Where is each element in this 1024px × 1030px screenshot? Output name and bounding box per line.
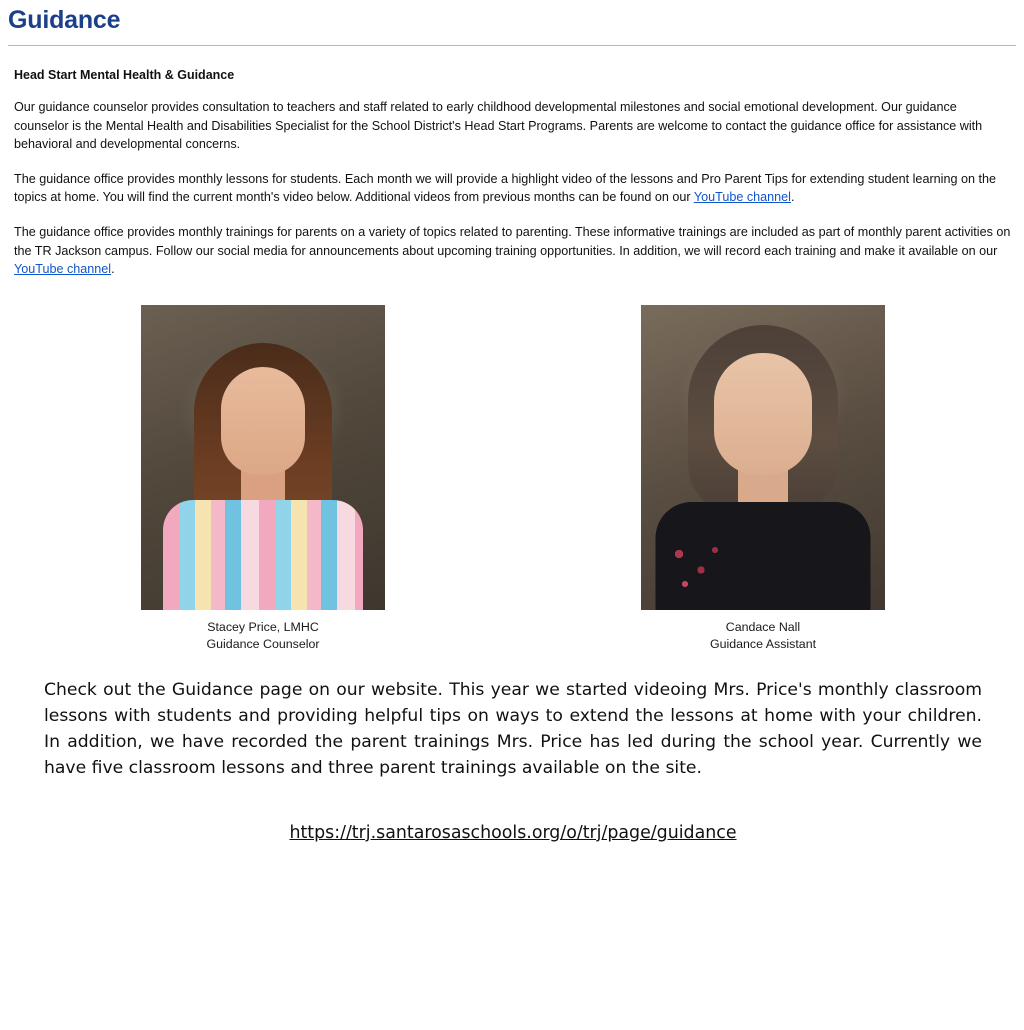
portrait-detail-shirt xyxy=(163,500,363,610)
staff-role: Guidance Assistant xyxy=(709,636,817,651)
staff-caption xyxy=(141,619,385,653)
paragraph-1: Our guidance counselor provides consultation to teachers and staff related to early childhood developmental milestones and social emotional development. Our guidance counselor is the Mental Health and Disabilities Specialist for the School District's Head Start Programs. Parents are welcome to contact the guidance office for assistance with behavioral and developmental concerns. xyxy=(14,100,983,152)
portrait-stacey-price-image xyxy=(141,305,385,610)
staff-role: Guidance Counselor xyxy=(206,636,320,651)
paragraph-2 xyxy=(14,170,1012,207)
document-content xyxy=(0,68,1024,843)
staff-name: Stacey Price, LMHC xyxy=(207,619,319,634)
paragraph-3-text-before: The guidance office provides monthly trainings for parents on a variety of topics related to parenting. These informative trainings are included as part of monthly parent activities on the TR Jackson campus. Follow our social media for announcements about upcoming training opportunities. In addition, we will record each training and make it available on our xyxy=(14,224,1011,258)
paragraph-3 xyxy=(14,223,1012,279)
staff-card xyxy=(141,305,385,653)
portrait-candace-nall-image xyxy=(641,305,885,610)
staff-caption xyxy=(641,619,885,653)
highlight-paragraph: Check out the Guidance page on our website. This year we started videoing Mrs. Price's monthly classroom lessons with students and providing helpful tips on ways to extend the lessons at home with your children. In addition, we have recorded the parent trainings Mrs. Price has led during the school year. Currently we have five classroom lessons and three parent trainings available on the site. xyxy=(44,679,982,778)
staff-photo-row xyxy=(14,305,1012,653)
page-title: Guidance xyxy=(8,6,121,34)
staff-card xyxy=(641,305,885,653)
document-page xyxy=(0,6,1024,1030)
portrait-detail-floral xyxy=(667,540,727,604)
youtube-channel-link-2[interactable]: YouTube channel xyxy=(14,262,112,277)
paragraph-3-text-after: . xyxy=(111,262,115,277)
website-url-text[interactable]: https://trj.santarosaschools.org/o/trj/page/guidance xyxy=(289,822,737,843)
website-url[interactable] xyxy=(14,823,1012,843)
staff-name: Candace Nall xyxy=(725,619,801,634)
youtube-channel-link-1[interactable]: YouTube channel xyxy=(693,190,791,205)
title-divider xyxy=(8,45,1016,46)
section-heading: Head Start Mental Health & Guidance xyxy=(14,68,235,82)
paragraph-2-text-after: . xyxy=(790,190,795,205)
paragraph-2-text-before: The guidance office provides monthly lessons for students. Each month we will provide a highlight video of the lessons and Pro Parent Tips for extending student learning on the topics at home. You will find the current month's video below. Additional videos from previous months can be found on our xyxy=(14,171,996,205)
